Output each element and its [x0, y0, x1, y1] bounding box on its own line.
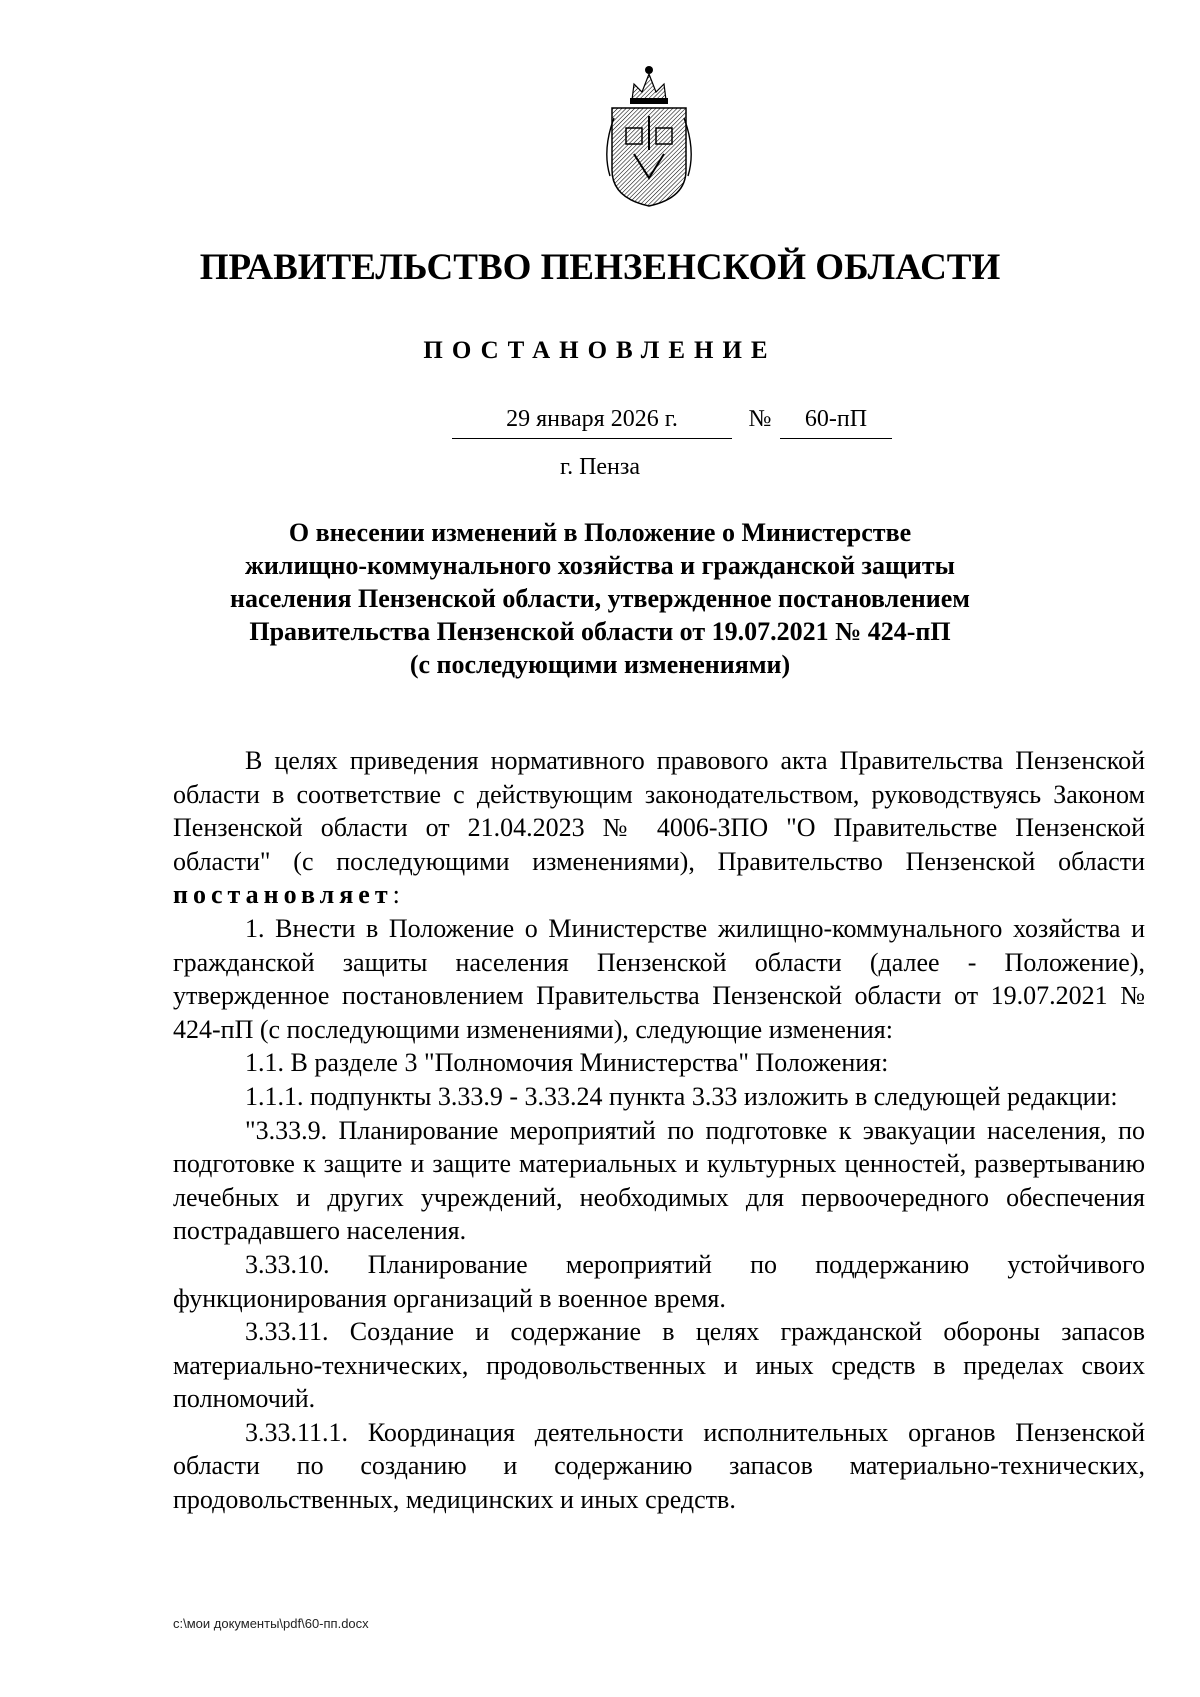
document-body [173, 744, 1145, 1517]
body-paragraph: 3.33.11.1. Координация деятельности исполнительных органов Пензенской области по созданию и содержанию запасов материально-технических, продовольственных, медицинских и иных средств. [173, 1417, 1145, 1515]
subject-line: (с последующими изменениями) [409, 650, 791, 679]
document-date: 29 января 2026 г. [452, 404, 732, 439]
body-paragraph: "3.33.9. Планирование мероприятий по подготовке к эвакуации населения, по подготовке к защите и защите материальных и культурных ценностей, развертыванию лечебных и других учреждений, необходимых для первоочередного обеспечения пострадавшего населения. [173, 1115, 1145, 1246]
footer-file-path: c:\мои документы\pdf\60-пп.docx [173, 1616, 369, 1631]
preamble-text: В целях приведения нормативного правового акта Правительства Пензенской области в соответствие с действующим законодательством, руководствуясь Законом Пензенской области от 21.04.2023 № 4006-ЗПО "О Правительстве Пензенской области" (с последующими изменениями), Правительство Пензенской области [173, 746, 1145, 876]
body-paragraph: 1. Внести в Положение о Министерстве жилищно-коммунального хозяйства и гражданской защиты населения Пензенской области (далее - Положение), утвержденное постановлением Правительства Пензенской области от 19.07.2021 № 424-пП (с последующими изменениями), следующие изменения: [173, 913, 1145, 1044]
document-number: 60-пП [780, 404, 892, 439]
body-paragraph: 1.1. В разделе 3 "Полномочия Министерства" Положения: [245, 1048, 889, 1078]
organization-title: ПРАВИТЕЛЬСТВО ПЕНЗЕНСКОЙ ОБЛАСТИ [199, 247, 1001, 288]
body-paragraph: 3.33.11. Создание и содержание в целях гражданской обороны запасов материально-технических, продовольственных и иных средств в пределах своих полномочий. [173, 1317, 1145, 1414]
document-type: ПОСТАНОВЛЕНИЕ [423, 337, 777, 364]
resolves-suffix: : [392, 880, 400, 910]
document-subject [0, 516, 1200, 681]
body-paragraph: 3.33.10. Планирование мероприятий по поддержанию устойчивого функционирования организаций в военное время. [173, 1249, 1145, 1313]
subject-line: О внесении изменений в Положение о Министерстве [288, 518, 912, 547]
subject-line: Правительства Пензенской области от 19.07.2021 № 424-пП [249, 617, 951, 646]
body-paragraph: 1.1.1. подпункты 3.33.9 - 3.33.24 пункта 3.33 изложить в следующей редакции: [245, 1081, 1118, 1111]
document-city: г. Пенза [559, 454, 641, 480]
coat-of-arms-icon [604, 58, 694, 208]
resolves-word: постановляет [173, 880, 393, 910]
number-sign: № [748, 406, 772, 432]
subject-line: жилищно-коммунального хозяйства и гражданской защиты [245, 551, 955, 580]
subject-line: населения Пензенской области, утвержденное постановлением [230, 584, 970, 613]
preamble-paragraph [173, 744, 1145, 912]
